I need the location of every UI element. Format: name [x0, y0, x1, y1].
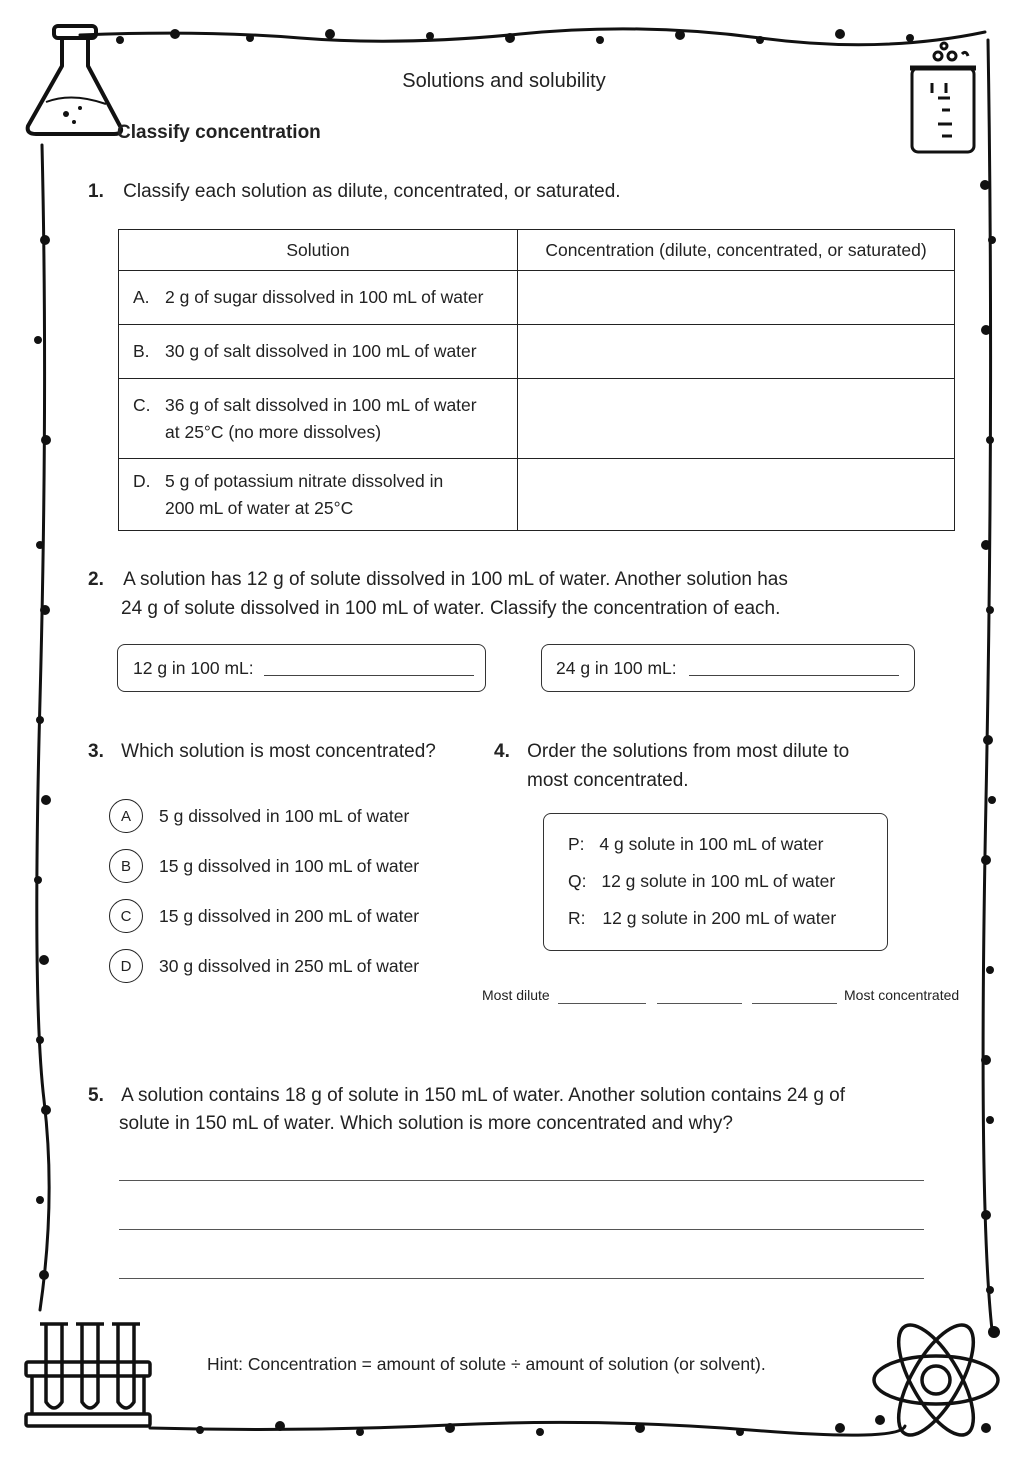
question-5 — [88, 1082, 888, 1138]
answer-box-label: 12 g in 100 mL: — [133, 657, 254, 678]
solution-cell — [119, 459, 518, 531]
option-letter-circle[interactable]: C — [109, 899, 143, 933]
table-row — [119, 271, 955, 325]
option-letter-circle[interactable]: D — [109, 949, 143, 983]
answer-cell[interactable] — [518, 379, 955, 459]
question-number: 5. — [88, 1085, 104, 1106]
option-letter-circle[interactable]: B — [109, 849, 143, 883]
row-text: 5 g of potassium nitrate dissolved in — [165, 470, 444, 491]
row-text-continued: 200 mL of water at 25°C — [165, 497, 354, 518]
option-c[interactable] — [109, 898, 419, 934]
row-label: B. — [133, 341, 150, 361]
question-text-line-1: A solution contains 18 g of solute in 150 mL of water. Another solution contains 24 g of — [121, 1085, 846, 1106]
table-row — [119, 459, 955, 531]
atom-icon — [866, 1310, 1006, 1450]
question-prompt: Which solution is most concentrated? — [121, 741, 436, 762]
row-label: D. — [133, 470, 151, 491]
row-label: C. — [133, 394, 151, 415]
answer-line[interactable] — [119, 1278, 924, 1279]
order-blank-2[interactable] — [657, 1003, 742, 1004]
list-item — [568, 834, 824, 855]
question-2 — [88, 565, 848, 623]
answer-blank[interactable] — [689, 675, 899, 676]
item-text: 12 g solute in 200 mL of water — [602, 908, 837, 928]
order-blank-1[interactable] — [558, 1003, 646, 1004]
question-number: 3. — [88, 741, 104, 762]
answer-line[interactable] — [119, 1229, 924, 1230]
section-heading: Classify concentration — [117, 122, 321, 143]
option-a[interactable] — [109, 798, 409, 834]
question-number: 1. — [88, 181, 104, 202]
option-text: 30 g dissolved in 250 mL of water — [159, 955, 420, 976]
question-3 — [88, 737, 436, 766]
list-item — [568, 908, 836, 929]
question-1 — [88, 177, 621, 206]
solution-cell — [119, 379, 518, 459]
page-title: Solutions and solubility — [402, 70, 606, 92]
question-number: 2. — [88, 569, 104, 590]
item-label: Q: — [568, 871, 587, 891]
answer-cell[interactable] — [518, 271, 955, 325]
list-item — [568, 871, 835, 892]
answer-box-24g — [541, 644, 915, 692]
row-text: 36 g of salt dissolved in 100 mL of water — [165, 394, 477, 415]
item-text: 12 g solute in 100 mL of water — [601, 871, 836, 891]
row-text-continued: at 25°C (no more dissolves) — [165, 421, 382, 442]
item-text: 4 g solute in 100 mL of water — [599, 834, 824, 854]
answer-box-label: 24 g in 100 mL: — [556, 657, 677, 678]
column-header-concentration: Concentration (dilute, concentrated, or saturated) — [518, 230, 955, 271]
answer-cell[interactable] — [518, 325, 955, 379]
option-letter-circle[interactable]: A — [109, 799, 143, 833]
option-text: 15 g dissolved in 200 mL of water — [159, 905, 420, 926]
row-label: A. — [133, 287, 150, 307]
question-number: 4. — [494, 741, 510, 762]
hint-text: Hint: Concentration = amount of solute ÷ amount of solution (or solvent). — [207, 1354, 766, 1374]
table-header-row — [119, 230, 955, 271]
answer-line[interactable] — [119, 1180, 924, 1181]
beaker-icon — [908, 38, 988, 158]
question-text-line-1: Order the solutions from most dilute to — [527, 741, 850, 762]
column-header-solution: Solution — [119, 230, 518, 271]
concentration-table — [118, 229, 955, 531]
most-concentrated-label: Most concentrated — [844, 987, 960, 1003]
row-text: 2 g of sugar dissolved in 100 mL of water — [165, 287, 484, 307]
question-text-line-1: A solution has 12 g of solute dissolved in 100 mL of water. Another solution has — [123, 569, 788, 590]
table-row — [119, 325, 955, 379]
question-text-line-2: 24 g of solute dissolved in 100 mL of water. Classify the concentration of each. — [121, 598, 781, 619]
table-row — [119, 379, 955, 459]
question-prompt: Classify each solution as dilute, concentrated, or saturated. — [123, 181, 621, 202]
option-b[interactable] — [109, 848, 419, 884]
answer-blank[interactable] — [264, 675, 474, 676]
row-text: 30 g of salt dissolved in 100 mL of water — [165, 341, 477, 361]
order-blank-3[interactable] — [752, 1003, 837, 1004]
item-label: P: — [568, 834, 585, 854]
answer-cell[interactable] — [518, 459, 955, 531]
question-text-line-2: most concentrated. — [527, 770, 689, 791]
solution-cell — [119, 325, 518, 379]
option-d[interactable] — [109, 948, 419, 984]
option-text: 15 g dissolved in 100 mL of water — [159, 855, 420, 876]
solution-cell — [119, 271, 518, 325]
question-4 — [494, 737, 849, 795]
test-tubes-icon — [24, 1318, 154, 1430]
question-text-line-2: solute in 150 mL of water. Which solution is more concentrated and why? — [119, 1113, 733, 1134]
item-label: R: — [568, 908, 586, 928]
solutions-list-box — [543, 813, 888, 951]
most-dilute-label: Most dilute — [482, 987, 550, 1003]
option-text: 5 g dissolved in 100 mL of water — [159, 805, 410, 826]
answer-box-12g — [117, 644, 486, 692]
